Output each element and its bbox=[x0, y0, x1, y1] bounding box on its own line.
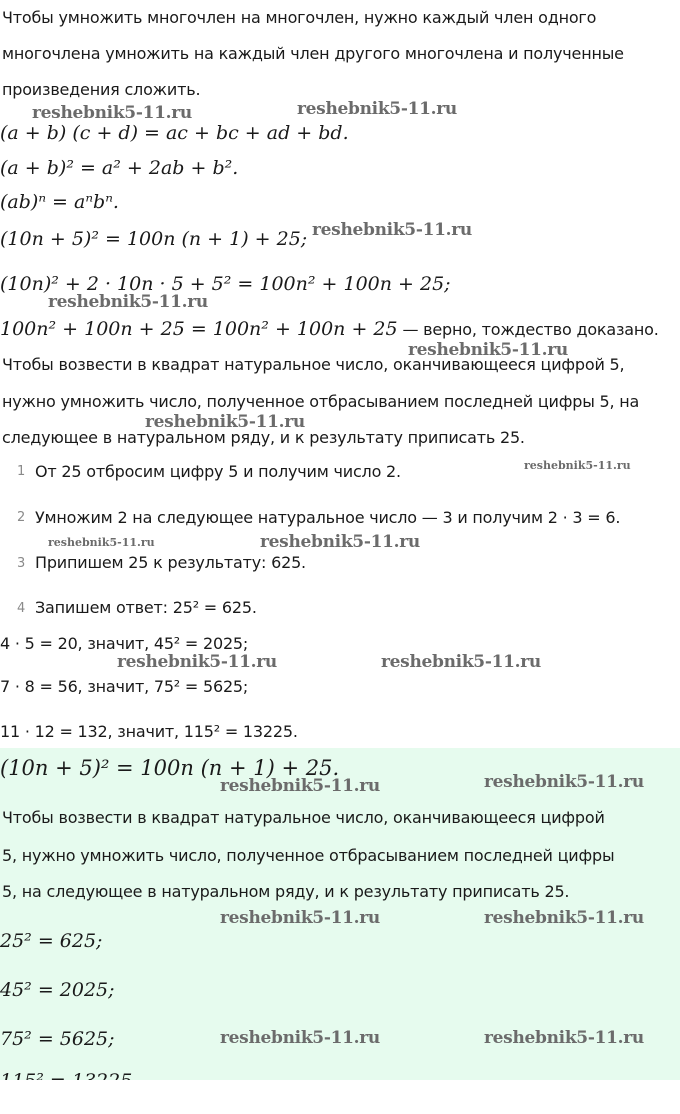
watermark: reshebnik5-11.ru bbox=[220, 776, 380, 796]
watermark: reshebnik5-11.ru bbox=[484, 1028, 644, 1048]
watermark: reshebnik5-11.ru bbox=[524, 459, 631, 472]
summary-result: 75² = 5625; bbox=[0, 1028, 115, 1050]
step-text: Припишем 25 к результату: 625. bbox=[35, 553, 306, 572]
formula: (a + b) (c + d) = ac + bc + ad + bd. bbox=[0, 122, 349, 144]
rule-text-line: Чтобы возвести в квадрат натуральное число, оканчивающееся цифрой 5, bbox=[2, 355, 625, 374]
formula-with-conclusion bbox=[0, 318, 659, 340]
example-line: 7 · 8 = 56, значит, 75² = 5625; bbox=[0, 677, 249, 696]
watermark: reshebnik5-11.ru bbox=[260, 532, 420, 552]
summary-result: 25² = 625; bbox=[0, 930, 103, 952]
watermark: reshebnik5-11.ru bbox=[297, 99, 457, 119]
rule-text-line: произведения сложить. bbox=[2, 80, 201, 99]
watermark: reshebnik5-11.ru bbox=[117, 652, 277, 672]
rule-text-line: многочлена умножить на каждый член другого многочлена и полученные bbox=[2, 44, 624, 63]
watermark: reshebnik5-11.ru bbox=[220, 1028, 380, 1048]
rule-text-line: нужно умножить число, полученное отбрасыванием последней цифры 5, на bbox=[2, 392, 640, 411]
watermark: reshebnik5-11.ru bbox=[145, 412, 305, 432]
watermark: reshebnik5-11.ru bbox=[220, 908, 380, 928]
summary-text-line: 5, на следующее в натуральном ряду, и к результату приписать 25. bbox=[2, 882, 570, 901]
conclusion-text: — верно, тождество доказано. bbox=[397, 320, 659, 339]
step-text: От 25 отбросим цифру 5 и получим число 2. bbox=[35, 462, 401, 481]
step-number: 2 bbox=[17, 510, 26, 525]
watermark: reshebnik5-11.ru bbox=[381, 652, 541, 672]
bottom-cutoff bbox=[0, 1080, 680, 1114]
rule-text-line: следующее в натуральном ряду, и к результату приписать 25. bbox=[2, 428, 525, 447]
step-number: 3 bbox=[17, 556, 26, 571]
watermark: reshebnik5-11.ru bbox=[484, 908, 644, 928]
step-number: 4 bbox=[17, 601, 26, 616]
example-line: 4 · 5 = 20, значит, 45² = 2025; bbox=[0, 634, 249, 653]
watermark: reshebnik5-11.ru bbox=[48, 292, 208, 312]
summary-formula: (10n + 5)² = 100n (n + 1) + 25. bbox=[0, 756, 340, 780]
formula: (10n)² + 2 · 10n · 5 + 5² = 100n² + 100n + 25; bbox=[0, 273, 451, 295]
watermark: reshebnik5-11.ru bbox=[408, 340, 568, 360]
summary-text-line: 5, нужно умножить число, полученное отбрасыванием последней цифры bbox=[2, 846, 615, 865]
watermark: reshebnik5-11.ru bbox=[48, 536, 155, 549]
summary-result: 45² = 2025; bbox=[0, 979, 115, 1001]
formula: (10n + 5)² = 100n (n + 1) + 25; bbox=[0, 228, 308, 250]
step-text: Запишем ответ: 25² = 625. bbox=[35, 598, 257, 617]
formula: (a + b)² = a² + 2ab + b². bbox=[0, 157, 239, 179]
watermark: reshebnik5-11.ru bbox=[32, 103, 192, 123]
summary-text-line: Чтобы возвести в квадрат натуральное число, оканчивающееся цифрой bbox=[2, 808, 605, 827]
example-line: 11 · 12 = 132, значит, 115² = 13225. bbox=[0, 722, 298, 741]
rule-text-line: Чтобы умножить многочлен на многочлен, нужно каждый член одного bbox=[2, 8, 597, 27]
step-text: Умножим 2 на следующее натуральное число — 3 и получим 2 · 3 = 6. bbox=[35, 508, 621, 527]
formula: (ab)ⁿ = aⁿbⁿ. bbox=[0, 191, 119, 213]
step-number: 1 bbox=[17, 464, 26, 479]
watermark: reshebnik5-11.ru bbox=[484, 772, 644, 792]
formula: 100n² + 100n + 25 = 100n² + 100n + 25 bbox=[0, 318, 398, 340]
watermark: reshebnik5-11.ru bbox=[312, 220, 472, 240]
